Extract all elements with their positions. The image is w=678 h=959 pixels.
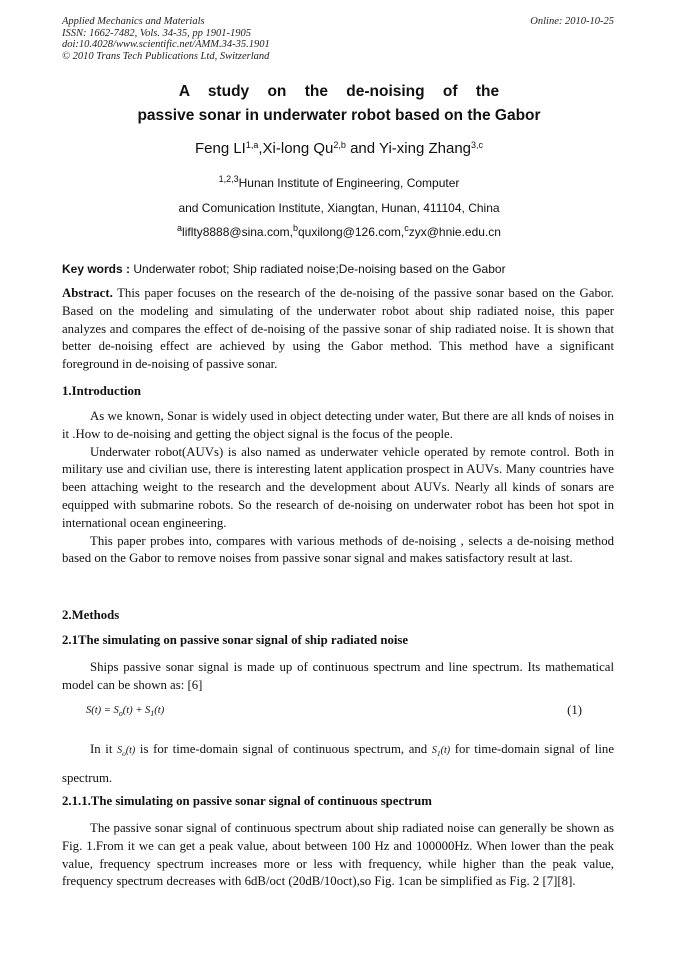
author-1-sup: 1,a <box>245 140 259 150</box>
author-2: ,Xi-long Qu <box>258 140 334 157</box>
doi-line: doi:10.4028/www.scientific.net/AMM.34-35.1901 <box>62 39 270 50</box>
email-b: quxilong@126.com, <box>297 225 405 239</box>
journal-name: Applied Mechanics and Materials <box>62 16 205 27</box>
symbol-so: $S_o(t)$ <box>117 745 136 758</box>
keywords <box>62 262 506 276</box>
author-list <box>0 140 678 157</box>
affiliation-line-2: and Comunication Institute, Xiangtan, Hunan, 411104, China <box>178 201 500 215</box>
equation-number: (1) <box>567 703 582 717</box>
author-3-sup: 3,c <box>471 140 484 150</box>
email-c: zyx@hnie.edu.cn <box>408 225 501 239</box>
subsection-heading-2-1-1: 2.1.1.The simulating on passive sonar signal of continuous spectrum <box>62 794 432 808</box>
methods-paragraph-3: The passive sonar signal of continuous spectrum about ship radiated noise can generally be shown as Fig. 1.From it we can get a peak value, about between 100 Hz and 100000Hz. When lower than the peak value, frequency spectrum increases more or less with frequency, while higher than the peak value, frequency spectrum decreases with 6dB/oct (20dB/10oct),so Fig. 1can be simplified as Fig. 2 [7][8]. <box>62 821 614 889</box>
author-1: Feng LI <box>194 140 246 157</box>
introduction-body <box>62 408 614 568</box>
journal-header <box>62 16 270 62</box>
equation-1: $S(t) = S_o(t) + S_1(t)$ <box>86 705 165 719</box>
subsection-heading-2-1: 2.1The simulating on passive sonar signal of ship radiated noise <box>62 633 409 647</box>
affiliation-sup: 1,2,3 <box>218 174 239 184</box>
methods-paragraph-2: In it $S_o(t)$ is for time-domain signal of continuous spectrum, and $S_1(t)$ for time-domain signal of line spectrum. <box>62 742 614 785</box>
affiliation-text-1: Hunan Institute of Engineering, Computer <box>238 176 460 190</box>
symbol-s1: $S_1(t)$ <box>431 745 451 758</box>
section-heading-introduction: 1.Introduction <box>62 384 142 398</box>
email-a: liflty8888@sina.com, <box>182 225 293 239</box>
abstract <box>62 285 614 374</box>
email-a-sup: a <box>177 223 183 233</box>
email-c-sup: c <box>404 223 409 233</box>
keywords-label: Key words : <box>62 262 131 276</box>
title-line-2: passive sonar in underwater robot based on the Gabor <box>137 107 541 124</box>
keywords-text: Underwater robot; Ship radiated noise;De-noising based on the Gabor <box>130 262 506 276</box>
methods-paragraph-1: Ships passive sonar signal is made up of continuous spectrum and line spectrum. Its mathematical model can be shown as: [6] <box>62 660 614 692</box>
online-date: Online: 2010-10-25 <box>530 16 614 27</box>
intro-paragraph-2: Underwater robot(AUVs) is also named as underwater vehicle operated by remote control. Both in military use and civilian use, there is interesting latent application prospect in AUVs. Many countries have been attaching weight to the research and the development about AUVs. Nearly all kinds of sonars are equipped with submarine robots. So the research of de-noising on underwater robot has been hot spot in international ocean engineering. <box>62 444 614 530</box>
intro-paragraph-3: This paper probes into, compares with various methods of de-noising , selects a de-noising method based on the Gabor to remove noises from passive sonar signal and makes satisfactory result at last. <box>62 533 614 566</box>
title-line-1: A study on the de-noising of the <box>178 83 500 100</box>
email-line <box>0 225 678 239</box>
affiliation-line-1 <box>0 176 678 190</box>
section-heading-methods: 2.Methods <box>62 608 120 622</box>
email-b-sup: b <box>292 223 298 233</box>
author-3: and Yi-xing Zhang <box>345 140 472 157</box>
abstract-label: Abstract. <box>62 286 113 300</box>
intro-paragraph-1: As we known, Sonar is widely used in object detecting under water, But there are all knds of noises in it .How to de-noising and getting the object signal is the focus of the people. <box>62 409 614 441</box>
author-2-sup: 2,b <box>333 140 346 150</box>
abstract-text: This paper focuses on the research of the de-noising of the passive sonar based on the Gabor. Based on the modeling and simulating of the underwater robot about ship radiated noise, this paper analyzes and compares the effect of de-noising of the passive sonar of ship radiated noise. It is shown that better de-noising effect are achieved by using the Gabor method. This method have a significant foreground in de-noising of passive sonar. <box>62 286 614 372</box>
copyright-line: © 2010 Trans Tech Publications Ltd, Switzerland <box>62 50 270 62</box>
issn-line: ISSN: 1662-7482, Vols. 34-35, pp 1901-1905 <box>62 27 251 39</box>
